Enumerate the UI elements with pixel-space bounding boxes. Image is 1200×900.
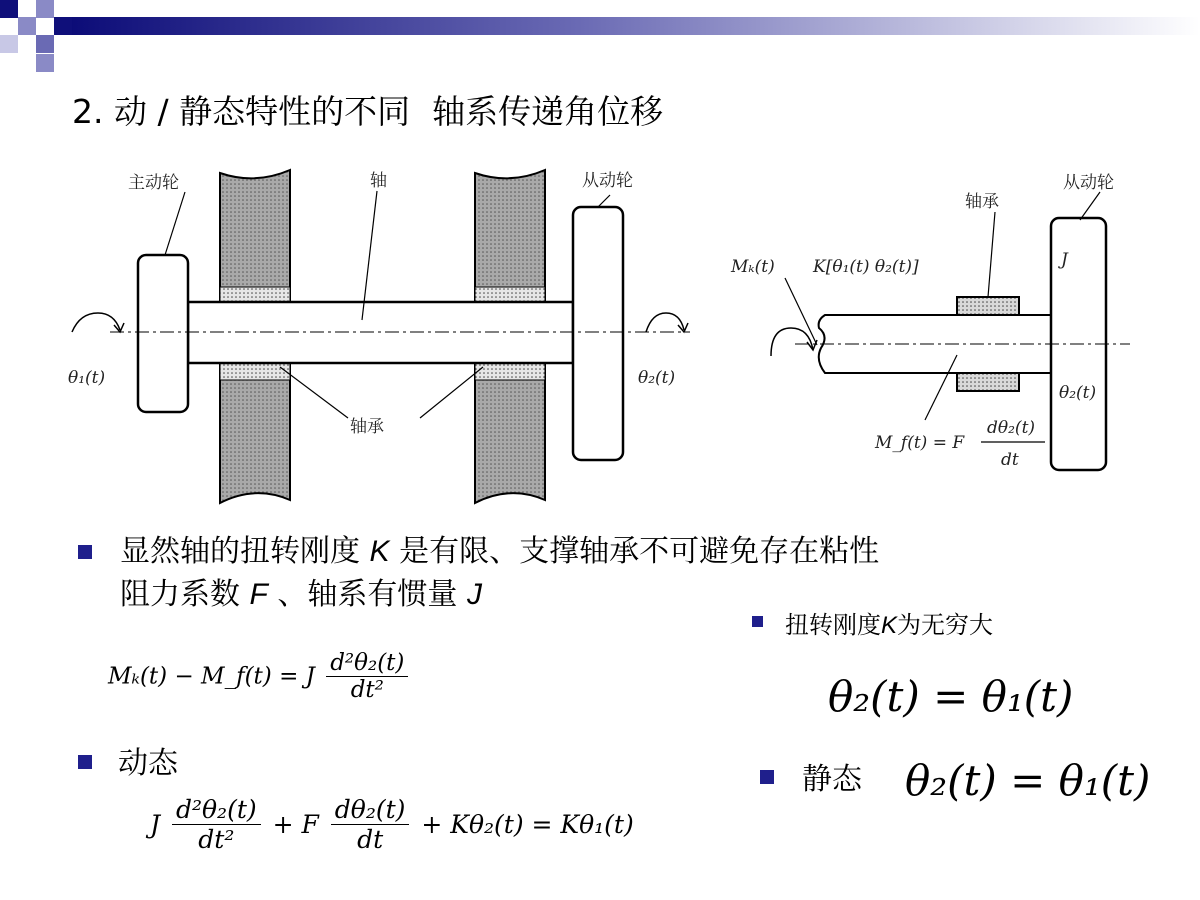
deco-square <box>0 35 18 53</box>
deco-square <box>0 0 18 18</box>
inertia-label: J <box>1061 250 1068 270</box>
deco-square <box>36 35 54 53</box>
main-text-2: 是有限、支撑轴承不可避免存在粘性 <box>399 534 880 569</box>
eq2-num1: d²θ₂(t) <box>172 795 261 825</box>
deco-square <box>36 54 54 72</box>
bullet-square <box>752 616 763 627</box>
eq1-num: d²θ₂(t) <box>326 650 408 677</box>
deco-square <box>54 17 72 35</box>
shaft-diagram-right <box>725 160 1140 480</box>
equation-rigid: θ₂(t) = θ₁(t) <box>828 672 1074 721</box>
main-text-3: 阻力系数 <box>120 577 240 612</box>
rigid-text-2: 为无穷大 <box>897 611 994 639</box>
bearing-label: 轴承 <box>965 192 999 212</box>
rotation-arrow-icon <box>72 313 120 332</box>
bullet-square <box>78 755 92 769</box>
theta2-label: θ₂(t) <box>638 368 676 388</box>
driving-wheel <box>138 255 188 412</box>
main-text-4: 、轴系有惯量 <box>277 577 458 612</box>
shaft-diagram-left <box>50 155 720 510</box>
mf-num-label: dθ₂(t) <box>987 418 1036 438</box>
main-F: F <box>249 578 268 611</box>
rigid-bullet-text <box>785 605 993 640</box>
eq1-den: dt² <box>350 677 384 703</box>
theta2-label: θ₂(t) <box>1059 383 1097 403</box>
bearing-pad <box>475 363 545 380</box>
static-label: 静态 <box>802 762 862 797</box>
equation-dynamic <box>150 795 634 854</box>
rigid-K: K <box>881 612 898 639</box>
eq2-den1: dt² <box>198 825 235 854</box>
bearing-pad <box>220 287 290 302</box>
eq1-lhs: Mₖ(t) − M_f(t) = J <box>108 663 315 690</box>
theta1-label: θ₁(t) <box>68 368 106 388</box>
mf-den-label: dt <box>1001 450 1019 470</box>
main-K: K <box>369 535 390 568</box>
main-bullet-text <box>120 530 1160 616</box>
deco-square <box>36 0 54 18</box>
k-expr-label: K[θ₁(t) θ₂(t)] <box>813 257 919 277</box>
title-part2: 轴系传递角位移 <box>432 92 664 131</box>
banner-bar <box>70 17 1200 35</box>
bullet-square <box>760 770 774 784</box>
equation-1 <box>108 650 412 703</box>
main-J: J <box>466 578 482 611</box>
bullet-square <box>78 545 92 559</box>
driving-wheel-label: 主动轮 <box>128 173 179 193</box>
page-title <box>72 86 663 133</box>
equation-static: θ₂(t) = θ₁(t) <box>905 756 1151 805</box>
title-part1: 2. 动 / 静态特性的不同 <box>72 92 411 131</box>
driven-wheel <box>573 207 623 460</box>
main-text-1: 显然轴的扭转刚度 <box>120 534 360 569</box>
eq2-plusF: + F <box>272 810 319 839</box>
bearing-label: 轴承 <box>350 417 384 437</box>
eq2-den2: dt <box>357 825 384 854</box>
dynamic-label: 动态 <box>118 746 178 781</box>
bearing-block <box>957 373 1019 391</box>
rotation-arrow-icon <box>771 328 813 356</box>
driven-wheel-label: 从动轮 <box>1063 173 1114 193</box>
rotation-arrow-icon <box>646 313 684 332</box>
header-banner <box>0 0 1200 80</box>
bearing-block <box>957 297 1019 315</box>
eq2-J: J <box>150 810 161 839</box>
bearing-pad <box>220 363 290 380</box>
eq2-rest: + Kθ₂(t) = Kθ₁(t) <box>421 810 634 839</box>
bearing-pad <box>475 287 545 302</box>
mf-lhs-label: M_f(t) = F <box>875 433 965 453</box>
driven-wheel-label: 从动轮 <box>582 171 633 191</box>
deco-square <box>18 17 36 35</box>
rigid-text-1: 扭转刚度 <box>785 611 881 639</box>
shaft-label: 轴 <box>370 171 387 191</box>
mk-label: Mₖ(t) <box>731 257 775 277</box>
eq2-num2: dθ₂(t) <box>331 795 410 825</box>
